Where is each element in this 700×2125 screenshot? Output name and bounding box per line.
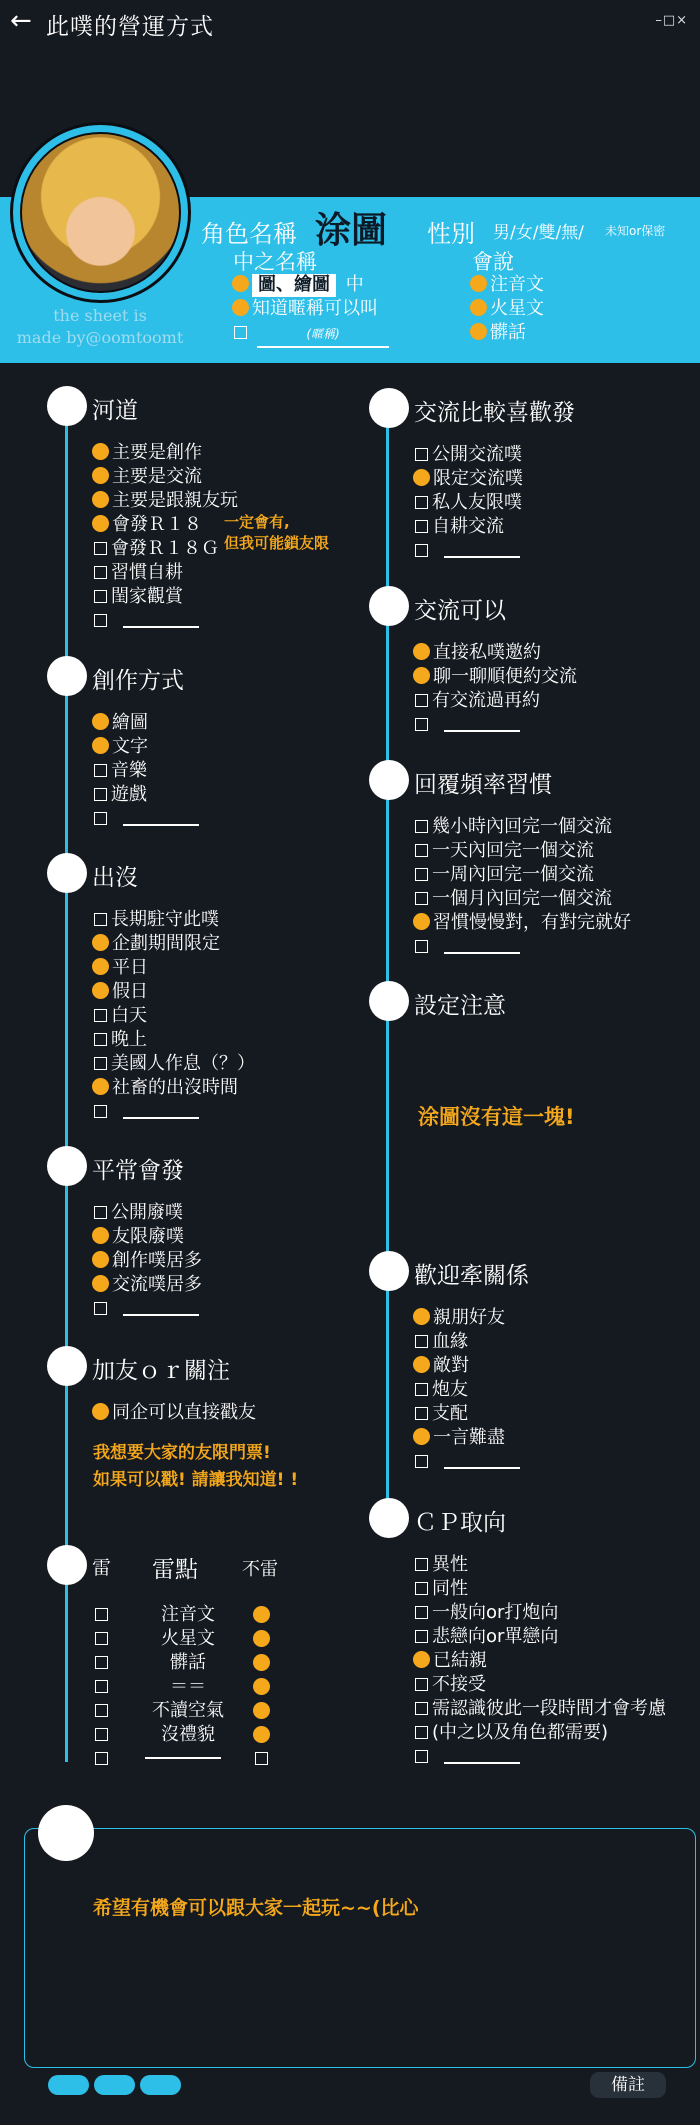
checkbox[interactable] (255, 1752, 268, 1765)
item-label: 企劃期間限定 (112, 933, 220, 954)
zhong-value: 圖、繪圖 (252, 274, 336, 297)
checkbox[interactable] (94, 764, 107, 777)
checkbox[interactable] (94, 1206, 107, 1219)
nickname-blank-row (232, 321, 389, 348)
lei-row (93, 1723, 313, 1747)
cp-item (413, 1697, 666, 1721)
huifu-item (413, 839, 594, 863)
checkbox[interactable] (415, 1606, 428, 1619)
gender-label: 性別 (427, 220, 475, 248)
blank-line[interactable] (444, 730, 520, 732)
note-button[interactable]: 備註 (590, 2072, 666, 2098)
section-circle (47, 656, 87, 696)
jiaoliu-like-item (413, 515, 504, 539)
check-mark[interactable] (92, 491, 109, 508)
jiayou-item (92, 1401, 256, 1425)
checkbox[interactable] (415, 1455, 428, 1468)
item-label: 已結親 (433, 1650, 487, 1671)
pill-2[interactable] (94, 2075, 135, 2095)
item-label: 習慣自耕 (111, 562, 183, 583)
item-label: 需認識彼此一段時間才會考慮 (432, 1698, 666, 1719)
jiaoliu-ok-item (413, 713, 520, 737)
jiaoliu-ok-item (413, 641, 541, 665)
avatar-illustration (20, 132, 181, 293)
checkbox[interactable] (94, 566, 107, 579)
hedao-item (92, 585, 183, 609)
chuangzuo-item (92, 711, 148, 735)
pingchang-item (92, 1225, 184, 1249)
item-label: (中之以及角色都需要) (432, 1722, 609, 1743)
role-name-value: 涂圖 (315, 210, 388, 251)
sheding-note: 涂圖沒有這一塊! (418, 1105, 575, 1129)
language-item: 火星文 (470, 297, 544, 321)
check-mark[interactable] (253, 1702, 270, 1719)
chuangzuo-item (92, 759, 147, 783)
qianguanxi-item (413, 1402, 468, 1426)
checkbox[interactable] (94, 1009, 107, 1022)
chumo-item (92, 932, 220, 956)
chumo-title: 出沒 (92, 865, 138, 891)
memo-circle (38, 1805, 94, 1861)
zhong-row (232, 273, 364, 297)
cp-item (413, 1721, 608, 1745)
item-label: 平日 (112, 957, 148, 978)
pingchang-item (92, 1297, 199, 1321)
avatar (10, 122, 191, 303)
hedao-item (92, 561, 183, 585)
huifu-item (413, 887, 612, 911)
pingchang-item (92, 1201, 183, 1225)
jiaoliu-like-item (413, 467, 523, 491)
checkbox[interactable] (94, 1033, 107, 1046)
item-label: 音樂 (111, 760, 147, 781)
chuangzuo-title: 創作方式 (92, 668, 184, 694)
item-label: 一個月內回完一個交流 (432, 888, 612, 909)
checkbox[interactable] (415, 496, 428, 509)
section-circle (369, 586, 409, 626)
section-circle (369, 760, 409, 800)
section-circle (369, 388, 409, 428)
cp-title: ＣＰ取向 (414, 1510, 506, 1536)
checkbox[interactable] (94, 1302, 107, 1315)
chumo-item (92, 980, 148, 1004)
checkbox[interactable] (415, 448, 428, 461)
check-mark[interactable] (413, 469, 430, 486)
lei-label: 注音文 (161, 1604, 215, 1625)
nickname-text: 知道暱稱可以叫 (252, 298, 378, 319)
checkbox[interactable] (95, 1704, 108, 1717)
language-list (470, 273, 544, 345)
check-mark[interactable] (413, 913, 430, 930)
item-label: 習慣慢慢對，有對完就好 (433, 912, 631, 933)
lei-label: ＝＝ (170, 1676, 206, 1697)
qianguanxi-item (413, 1450, 520, 1474)
section-circle (47, 386, 87, 426)
memo-box[interactable] (24, 1828, 696, 2068)
cp-item (413, 1649, 487, 1673)
item-label: 遊戲 (111, 784, 147, 805)
checkbox[interactable] (95, 1632, 108, 1645)
chuangzuo-item (92, 783, 147, 807)
item-label: 一天內回完一個交流 (432, 840, 594, 861)
item-label: 公開廢噗 (111, 1202, 183, 1223)
section-circle (47, 1346, 87, 1386)
check-mark[interactable] (413, 1356, 430, 1373)
hedao-item (92, 609, 199, 633)
chumo-item (92, 1028, 147, 1052)
cp-item (413, 1553, 468, 1577)
checkbox[interactable] (415, 718, 428, 731)
checkbox[interactable] (415, 1750, 428, 1763)
jiaoliu-like-item (413, 539, 520, 563)
item-label: 自耕交流 (432, 516, 504, 537)
pill-3[interactable] (140, 2075, 181, 2095)
back-arrow-icon[interactable]: ← (10, 6, 32, 36)
hedao-item (92, 537, 219, 561)
signature-line-2: made by@oomtoomt (16, 328, 184, 347)
check-mark[interactable] (470, 323, 487, 340)
item-label: 直接私噗邀約 (433, 642, 541, 663)
cp-item (413, 1673, 486, 1697)
check-mark[interactable] (253, 1678, 270, 1695)
role-name-label: 角色名稱 (201, 220, 297, 248)
check-mark[interactable] (92, 1227, 109, 1244)
checkbox[interactable] (95, 1608, 108, 1621)
item-label: 會發Ｒ１８ (112, 514, 202, 535)
check-mark[interactable] (232, 275, 249, 292)
lei-row (93, 1651, 313, 1675)
item-label: 一言難盡 (433, 1427, 505, 1448)
pingchang-item (92, 1273, 202, 1297)
item-label: 交流噗居多 (112, 1274, 202, 1295)
lei-title-right: 不雷 (242, 1559, 278, 1580)
checkbox[interactable] (415, 1726, 428, 1739)
check-mark[interactable] (413, 643, 430, 660)
pingchang-title: 平常會發 (92, 1158, 184, 1184)
language-item: 注音文 (470, 273, 544, 297)
item-label: 一般向or打炮向 (432, 1602, 559, 1623)
hedao-item (92, 513, 202, 537)
lei-label: 火星文 (161, 1628, 215, 1649)
jiayou-note-2: 如果可以戳! 請讓我知道! ! (93, 1470, 299, 1490)
item-label: 支配 (432, 1403, 468, 1424)
check-mark[interactable] (470, 299, 487, 316)
item-label: 文字 (112, 736, 148, 757)
huifu-item (413, 935, 520, 959)
checkbox[interactable] (94, 913, 107, 926)
right-timeline (386, 412, 389, 1532)
checkbox[interactable] (94, 542, 107, 555)
item-label: 敵對 (433, 1355, 469, 1376)
check-mark[interactable] (413, 667, 430, 684)
check-mark[interactable] (253, 1606, 270, 1623)
blank-line[interactable] (444, 1762, 520, 1764)
item-label: 不接受 (432, 1674, 486, 1695)
jiaoliu-like-item (413, 491, 522, 515)
item-label: 聊一聊順便約交流 (433, 666, 577, 687)
blank-line[interactable] (145, 1757, 221, 1759)
hedao-item (92, 441, 202, 465)
lei-row (93, 1675, 313, 1699)
check-mark[interactable] (92, 1251, 109, 1268)
checkbox[interactable] (95, 1752, 108, 1765)
chuangzuo-item (92, 807, 199, 831)
check-mark[interactable] (413, 1428, 430, 1445)
item-label: 假日 (112, 981, 148, 1002)
checkbox[interactable] (415, 694, 428, 707)
huifu-item (413, 815, 612, 839)
page-title: 此噗的營運方式 (46, 14, 214, 40)
huifu-item (413, 863, 594, 887)
checkbox[interactable] (94, 1105, 107, 1118)
item-label: 晚上 (111, 1029, 147, 1050)
title-bar (0, 0, 700, 46)
jiayou-note-1: 我想要大家的友限門票! (93, 1443, 271, 1463)
section-circle (47, 853, 87, 893)
zhong-suffix: 中 (345, 274, 364, 295)
checkbox[interactable] (95, 1656, 108, 1669)
cp-item (413, 1745, 520, 1769)
item-label: 會發Ｒ１８Ｇ (111, 538, 219, 559)
nickname-hint: (暱稱) (257, 322, 389, 348)
checkbox[interactable] (94, 1057, 107, 1070)
checkbox[interactable] (415, 844, 428, 857)
item-label: 閨家觀賞 (111, 586, 183, 607)
checkbox[interactable] (95, 1680, 108, 1693)
language-label: 會說 (472, 250, 514, 274)
check-mark[interactable] (253, 1630, 270, 1647)
nickname-row (232, 297, 378, 321)
cp-item (413, 1625, 558, 1649)
item-label: 主要是創作 (112, 442, 202, 463)
lei-row (93, 1627, 313, 1651)
item-label: 繪圖 (112, 712, 148, 733)
item-label: 親朋好友 (433, 1307, 505, 1328)
checkbox[interactable] (415, 520, 428, 533)
huifu-title: 回覆頻率習慣 (414, 772, 552, 798)
check-mark[interactable] (253, 1726, 270, 1743)
gender-small: 未知or保密 (605, 224, 666, 238)
blank-line[interactable] (444, 952, 520, 954)
item-label: 悲戀向or單戀向 (432, 1626, 559, 1647)
check-mark[interactable] (92, 515, 109, 532)
checkbox[interactable] (415, 892, 428, 905)
lei-row (93, 1603, 313, 1627)
jiayou-title: 加友ｏｒ關注 (92, 1358, 230, 1384)
lei-label: 不讀空氣 (152, 1700, 224, 1721)
item-label: 同性 (432, 1578, 468, 1599)
lei-label: 髒話 (170, 1652, 206, 1673)
item-label: 主要是交流 (112, 466, 202, 487)
window-controls-icon[interactable]: –□× (655, 13, 688, 28)
section-circle (369, 1498, 409, 1538)
item-label: 公開交流噗 (432, 444, 522, 465)
section-circle (47, 1545, 87, 1585)
hedao-item (92, 465, 202, 489)
checkbox[interactable] (415, 1558, 428, 1571)
item-label: 創作噗居多 (112, 1250, 202, 1271)
checkbox[interactable] (415, 1582, 428, 1595)
blank-line[interactable] (123, 1117, 199, 1119)
hedao-note: 一定會有, 但我可能鎖友限 (224, 513, 330, 552)
checkbox[interactable] (94, 812, 107, 825)
check-mark[interactable] (92, 467, 109, 484)
cp-item (413, 1577, 468, 1601)
lei-table (93, 1603, 313, 1771)
language-item: 髒話 (470, 321, 544, 345)
lei-row (93, 1699, 313, 1723)
check-mark[interactable] (92, 713, 109, 730)
item-label: 社畜的出沒時間 (112, 1077, 238, 1098)
chumo-item (92, 1076, 238, 1100)
chumo-item (92, 908, 219, 932)
item-label: 美國人作息（？） (111, 1053, 255, 1074)
chumo-item (92, 956, 148, 980)
check-mark[interactable] (253, 1654, 270, 1671)
item-label: 有交流過再約 (432, 690, 540, 711)
qianguanxi-item (413, 1306, 505, 1330)
signature-line-1: the sheet is (53, 306, 147, 325)
jiaoliu-like-item (413, 443, 522, 467)
item-label: 炮友 (432, 1379, 468, 1400)
checkbox[interactable] (415, 1407, 428, 1420)
lei-title-mid: 雷點 (152, 1557, 198, 1583)
checkbox[interactable] (415, 544, 428, 557)
checkbox[interactable] (415, 1335, 428, 1348)
chuangzuo-item (92, 735, 148, 759)
zhong-label: 中之名稱 (233, 250, 317, 274)
jiaoliu-ok-item (413, 665, 577, 689)
hedao-title: 河道 (92, 398, 138, 424)
qianguanxi-item (413, 1354, 469, 1378)
jiaoliu-like-title: 交流比較喜歡發 (414, 400, 575, 426)
checkbox[interactable] (94, 590, 107, 603)
hedao-item (92, 489, 238, 513)
checkbox[interactable] (94, 788, 107, 801)
check-mark[interactable] (413, 1308, 430, 1325)
check-mark[interactable] (470, 275, 487, 292)
section-circle (47, 1146, 87, 1186)
jiaoliu-ok-title: 交流可以 (414, 598, 506, 624)
check-mark[interactable] (92, 1403, 109, 1420)
check-mark[interactable] (92, 737, 109, 754)
sheding-title: 設定注意 (414, 993, 506, 1019)
checkbox[interactable] (94, 614, 107, 627)
chumo-item (92, 1004, 147, 1028)
jiaoliu-ok-item (413, 689, 540, 713)
item-label: 一周內回完一個交流 (432, 864, 594, 885)
checkbox[interactable] (95, 1728, 108, 1741)
checkbox[interactable] (415, 1702, 428, 1715)
cp-item (413, 1601, 558, 1625)
checkbox[interactable] (415, 868, 428, 881)
check-mark[interactable] (92, 1078, 109, 1095)
item-label: 幾小時內回完一個交流 (432, 816, 612, 837)
checkbox[interactable] (234, 326, 247, 339)
checkbox[interactable] (415, 940, 428, 953)
check-mark[interactable] (92, 982, 109, 999)
checkbox[interactable] (415, 1630, 428, 1643)
chumo-item (92, 1052, 255, 1076)
check-mark[interactable] (92, 958, 109, 975)
check-mark[interactable] (232, 299, 249, 316)
check-mark[interactable] (92, 443, 109, 460)
item-label: 友限廢噗 (112, 1226, 184, 1247)
item-label: 長期駐守此噗 (111, 909, 219, 930)
check-mark[interactable] (92, 1275, 109, 1292)
check-mark[interactable] (92, 934, 109, 951)
blank-line[interactable] (123, 1314, 199, 1316)
chumo-item (92, 1100, 199, 1124)
item-label: 異性 (432, 1554, 468, 1575)
qianguanxi-item (413, 1330, 468, 1354)
huifu-item (413, 911, 631, 935)
blank-line[interactable] (123, 626, 199, 628)
item-label: 同企可以直接戳友 (112, 1402, 256, 1423)
gender-options: 男/女/雙/無/ (493, 223, 584, 243)
qianguanxi-title: 歡迎牽關係 (414, 1263, 529, 1289)
lei-label: 沒禮貌 (161, 1724, 215, 1745)
checkbox[interactable] (415, 820, 428, 833)
qianguanxi-item (413, 1426, 505, 1450)
memo-text: 希望有機會可以跟大家一起玩~~(比心 (93, 1897, 419, 1919)
check-mark[interactable] (413, 1651, 430, 1668)
item-label: 私人友限噗 (432, 492, 522, 513)
blank-line[interactable] (123, 824, 199, 826)
lei-title-left: 雷 (92, 1557, 112, 1579)
blank-line[interactable] (444, 556, 520, 558)
section-circle (369, 1251, 409, 1291)
item-label: 血緣 (432, 1331, 468, 1352)
blank-line[interactable] (444, 1467, 520, 1469)
checkbox[interactable] (415, 1383, 428, 1396)
section-circle (369, 981, 409, 1021)
qianguanxi-item (413, 1378, 468, 1402)
item-label: 主要是跟親友玩 (112, 490, 238, 511)
item-label: 白天 (111, 1005, 147, 1026)
pill-1[interactable] (48, 2075, 89, 2095)
lei-row (93, 1747, 313, 1771)
item-label: 限定交流噗 (433, 468, 523, 489)
checkbox[interactable] (415, 1678, 428, 1691)
pingchang-item (92, 1249, 202, 1273)
